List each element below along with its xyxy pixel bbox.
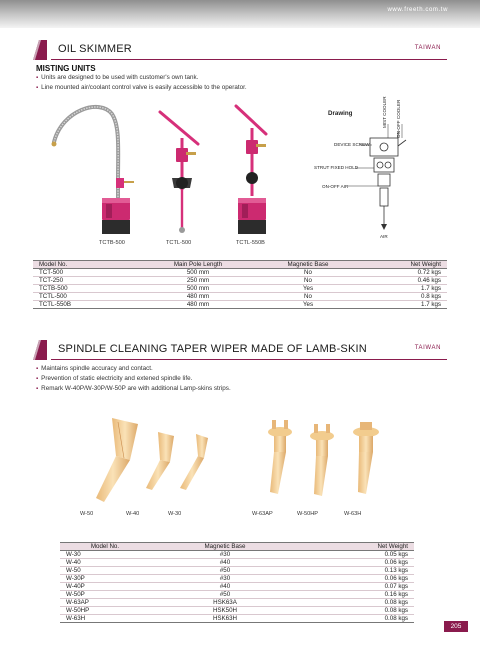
w-50-image <box>96 418 138 502</box>
table-row <box>33 301 447 309</box>
drawing-label: STRUT FIXED HOLD <box>314 165 359 170</box>
cell-model: W-40 <box>60 559 150 567</box>
tctl-550b-image <box>236 106 266 234</box>
cell-base: No <box>253 293 363 301</box>
wiper-spec-table <box>60 542 414 623</box>
technical-drawing <box>330 118 440 236</box>
drawing-title: Drawing <box>328 110 353 117</box>
table-row <box>60 559 414 567</box>
product-caption: TCTL-550B <box>236 240 265 246</box>
feature-item: ▪ Line mounted air/coolant control valve is easily accessible to the operator. <box>36 83 247 93</box>
table-header-row <box>33 261 447 269</box>
table-row <box>33 269 447 277</box>
cell-model: W-50P <box>60 591 150 599</box>
origin-tag: TAIWAN <box>414 345 441 351</box>
table-row <box>33 293 447 301</box>
cell-weight: 0.13 kgs <box>300 567 414 575</box>
table-row <box>60 575 414 583</box>
cell-weight: 0.8 kgs <box>363 293 447 301</box>
cell-model: W-30 <box>60 551 150 559</box>
w-30-image <box>180 434 208 490</box>
cell-base: No <box>253 269 363 277</box>
cell-weight: 0.46 kgs <box>363 277 447 285</box>
table-row <box>60 591 414 599</box>
origin-tag: TAIWAN <box>414 45 441 51</box>
w-50hp-image <box>310 424 334 496</box>
product-caption: W-30 <box>168 511 182 517</box>
cell-model: W-30P <box>60 575 150 583</box>
cell-length: 480 mm <box>143 301 253 309</box>
feature-item: ▪ Prevention of static electricity and extened spindle life. <box>36 374 231 384</box>
cell-weight: 0.06 kgs <box>300 559 414 567</box>
cell-weight: 1.7 kgs <box>363 285 447 293</box>
cell-length: 500 mm <box>143 269 253 277</box>
table-row <box>60 551 414 559</box>
cell-model: TCTL-500 <box>33 293 143 301</box>
cell-base: No <box>253 277 363 285</box>
product-caption: TCTL-500 <box>166 240 192 246</box>
product-caption: W-63H <box>344 511 362 517</box>
col-header: Net Weight <box>300 543 414 551</box>
tctl-500-image <box>160 112 198 233</box>
feature-item: ▪ Remark W-40P/W-30P/W-50P are with additional Lamp-skins strips. <box>36 384 231 394</box>
page-number: 205 <box>444 621 468 632</box>
product-caption: W-50 <box>80 511 94 517</box>
cell-base: HSK63A <box>150 599 300 607</box>
site-url[interactable]: www.freeth.com.tw <box>387 7 448 13</box>
section-rule <box>51 59 447 60</box>
section-marker-icon <box>33 40 47 60</box>
table-row <box>33 277 447 285</box>
oil-skimmer-heading <box>33 40 447 60</box>
misting-spec-table <box>33 260 447 309</box>
section-rule <box>51 359 447 360</box>
misting-units-illustration <box>40 100 280 238</box>
cell-length: 480 mm <box>143 293 253 301</box>
cell-model: TCTL-550B <box>33 301 143 309</box>
drawing-label: MIST COOLER <box>382 96 387 128</box>
cell-base: #30 <box>150 575 300 583</box>
feature-item: ▪ Maintains spindle accuracy and contact. <box>36 364 231 374</box>
col-header: Model No. <box>60 543 150 551</box>
cell-base: #30 <box>150 551 300 559</box>
product-caption: TCTB-500 <box>99 240 125 246</box>
cell-length: 250 mm <box>143 277 253 285</box>
w-63ap-image <box>268 420 292 494</box>
cell-weight: 0.06 kgs <box>300 575 414 583</box>
cell-weight: 0.07 kgs <box>300 583 414 591</box>
drawing-label: ON-OFF COOLER <box>396 99 401 138</box>
product-caption: W-40 <box>126 511 140 517</box>
cell-length: 500 mm <box>143 285 253 293</box>
feature-item: ▪ Units are designed to be used with customer's own tank. <box>36 73 247 83</box>
section-title: OIL SKIMMER <box>58 43 132 55</box>
wiper-illustration <box>60 410 400 510</box>
cell-base: #40 <box>150 559 300 567</box>
cell-base: HSK50H <box>150 607 300 615</box>
w-40-image <box>146 432 174 490</box>
col-header: Main Pole Length <box>143 261 253 269</box>
cell-model: W-63AP <box>60 599 150 607</box>
cell-base: Yes <box>253 301 363 309</box>
w-63h-image <box>353 422 379 494</box>
table-row <box>60 599 414 607</box>
cell-model: TCT-500 <box>33 269 143 277</box>
table-row <box>60 607 414 615</box>
header-band <box>0 0 480 28</box>
cell-weight: 0.72 kgs <box>363 269 447 277</box>
section-marker-icon <box>33 340 47 360</box>
table-row <box>33 285 447 293</box>
table-header-row <box>60 543 414 551</box>
section-title: SPINDLE CLEANING TAPER WIPER MADE OF LAMB-SKIN <box>58 343 367 355</box>
col-header: Model No. <box>33 261 143 269</box>
col-header: Magnetic Base <box>253 261 363 269</box>
cell-weight: 1.7 kgs <box>363 301 447 309</box>
cell-base: #50 <box>150 567 300 575</box>
col-header: Magnetic Base <box>150 543 300 551</box>
cell-model: W-40P <box>60 583 150 591</box>
cell-base: #50 <box>150 591 300 599</box>
cell-weight: 0.16 kgs <box>300 591 414 599</box>
drawing-label: AIR <box>380 234 388 239</box>
feature-list <box>36 73 247 93</box>
drawing-label: DEVICE SCREW <box>334 142 370 147</box>
cell-model: W-50 <box>60 567 150 575</box>
wiper-heading <box>33 340 447 360</box>
table-row <box>60 567 414 575</box>
feature-list <box>36 364 231 394</box>
table-row <box>60 583 414 591</box>
cell-weight: 0.08 kgs <box>300 615 414 623</box>
product-caption: W-63AP <box>252 511 273 517</box>
cell-model: TCTB-500 <box>33 285 143 293</box>
col-header: Net Weight <box>363 261 447 269</box>
cell-model: TCT-250 <box>33 277 143 285</box>
cell-base: #40 <box>150 583 300 591</box>
cell-model: W-50HP <box>60 607 150 615</box>
table-row <box>60 615 414 623</box>
drawing-label: ON-OFF AIR <box>322 184 349 189</box>
cell-weight: 0.08 kgs <box>300 599 414 607</box>
product-caption: W-50HP <box>297 511 319 517</box>
tctb-500-image <box>52 107 135 234</box>
cell-model: W-63H <box>60 615 150 623</box>
cell-base: HSK63H <box>150 615 300 623</box>
sub-title: MISTING UNITS <box>36 64 96 73</box>
cell-base: Yes <box>253 285 363 293</box>
cell-weight: 0.08 kgs <box>300 607 414 615</box>
cell-weight: 0.05 kgs <box>300 551 414 559</box>
